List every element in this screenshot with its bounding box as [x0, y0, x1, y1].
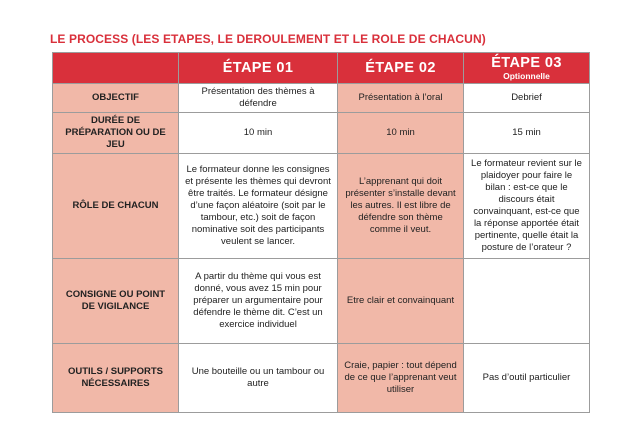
table-row-role [53, 154, 590, 259]
table-row-outils [53, 344, 590, 413]
process-table [52, 52, 590, 413]
table-cell: Le formateur donne les consignes et présente les thèmes qui devront être traités. Le formateur désigne d’une façon aléatoire (soit par le tambour, etc.) soit de façon nominative soit des participants veulent se lancer. [179, 154, 338, 259]
page-title: LE PROCESS (LES ETAPES, LE DEROULEMENT ET LE ROLE DE CHACUN) [50, 32, 486, 46]
table-cell: A partir du thème qui vous est donné, vous avez 15 min pour préparer un argumentaire pour défendre le thème dit. C’est un exercice individuel [179, 259, 338, 344]
table-cell: Debrief [464, 84, 590, 113]
stage-1-title: ÉTAPE 01 [222, 59, 294, 76]
table-cell: 10 min [338, 113, 464, 154]
stage-3-subtitle: Optionnelle [503, 70, 550, 81]
table-cell: 10 min [179, 113, 338, 154]
row-label: RÔLE DE CHACUN [53, 154, 179, 259]
table-cell: Une bouteille ou un tambour ou autre [179, 344, 338, 413]
table-cell: Présentation des thèmes à défendre [179, 84, 338, 113]
table-cell: Pas d’outil particulier [464, 344, 590, 413]
header-stage-3 [464, 53, 590, 84]
table-cell: L’apprenant qui doit présenter s’installe devant les autres. Il est libre de défendre son thème comme il veut. [338, 154, 464, 259]
table-cell: Présentation à l’oral [338, 84, 464, 113]
table-row-objectif [53, 84, 590, 113]
table-row-duree [53, 113, 590, 154]
row-label: DURÉE DE PRÉPARATION OU DE JEU [53, 113, 179, 154]
header-stage-2 [338, 53, 464, 84]
table-header-row [53, 53, 590, 84]
stage-3-title: ÉTAPE 03 [491, 54, 562, 71]
table-cell [464, 259, 590, 344]
table-cell: Craie, papier : tout dépend de ce que l’apprenant veut utiliser [338, 344, 464, 413]
row-label: OBJECTIF [53, 84, 179, 113]
header-corner [53, 53, 179, 84]
table-cell: Le formateur revient sur le plaidoyer pour faire le bilan : est-ce que le discours était convainquant, est-ce que la réponse apportée était pertinente, quelle était la posture de l’orateur ? [464, 154, 590, 259]
table-cell: Etre clair et convainquant [338, 259, 464, 344]
row-label: CONSIGNE OU POINT DE VIGILANCE [53, 259, 179, 344]
header-stage-1 [179, 53, 338, 84]
table-row-consigne [53, 259, 590, 344]
stage-2-title: ÉTAPE 02 [365, 59, 436, 76]
table-cell: 15 min [464, 113, 590, 154]
row-label: OUTILS / SUPPORTS NÉCESSAIRES [53, 344, 179, 413]
